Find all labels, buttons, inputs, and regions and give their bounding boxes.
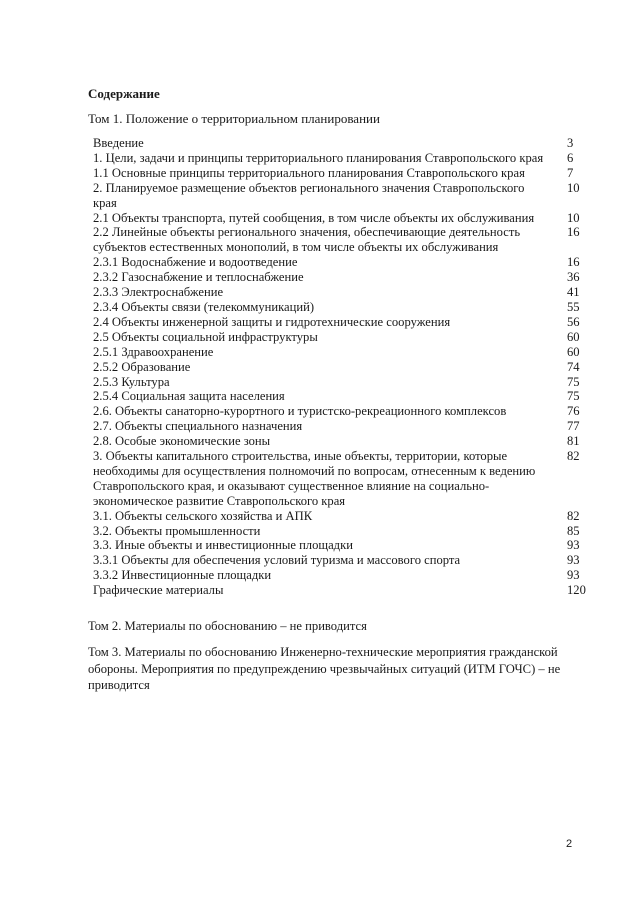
toc-entry-page: 76 bbox=[567, 404, 580, 419]
toc-entry-title: 3.3.1 Объекты для обеспечения условий туризма и массового спорта bbox=[93, 553, 461, 568]
toc-entry-title: 2.5.4 Социальная защита населения bbox=[93, 389, 285, 404]
toc-entry-page: 75 bbox=[567, 389, 580, 404]
toc-row bbox=[93, 330, 593, 345]
toc-row bbox=[93, 404, 593, 419]
toc-entry-title: Графические материалы bbox=[93, 583, 224, 598]
toc-entry-page: 60 bbox=[567, 344, 580, 359]
toc-row bbox=[93, 136, 593, 151]
toc-entry-page: 16 bbox=[567, 225, 580, 240]
toc-entry-title: 2.4 Объекты инженерной защиты и гидротехнические сооружения bbox=[93, 314, 451, 329]
toc-entry-title: 2.5.3 Культура bbox=[93, 374, 170, 389]
toc-entry-page: 56 bbox=[567, 314, 580, 329]
toc-entry-title: 2.3.2 Газоснабжение и теплоснабжение bbox=[93, 270, 304, 285]
toc-entry-page: 120 bbox=[567, 583, 586, 598]
toc-entry-page: 93 bbox=[567, 538, 580, 553]
toc-row bbox=[93, 568, 593, 583]
toc-entry-title: 3.3.2 Инвестиционные площадки bbox=[93, 568, 272, 583]
toc-entry-title: 2.5 Объекты социальной инфраструктуры bbox=[93, 329, 318, 344]
toc-entry-title: 3. Объекты капитального строительства, иные объекты, территории, которые необходимы для осуществления полномочий по вопросам, отнесенным к ведению Ставропольского края, и оказывают существенное влияние на социально-экономическое развитие Ставропольского края bbox=[93, 449, 536, 508]
toc-entry-page: 85 bbox=[567, 523, 580, 538]
toc-entry-title: 3.2. Объекты промышленности bbox=[93, 523, 261, 538]
toc-row bbox=[93, 449, 593, 509]
toc-row bbox=[93, 583, 593, 598]
toc-entry-title: Введение bbox=[93, 136, 144, 150]
toc-row bbox=[93, 419, 593, 434]
toc-row bbox=[93, 166, 593, 181]
toc-entry-page: 3 bbox=[567, 136, 574, 150]
toc-entry-page: 77 bbox=[567, 419, 580, 434]
toc-entry-page: 10 bbox=[567, 210, 580, 225]
toc-entry-title: 2.1 Объекты транспорта, путей сообщения, в том числе объекты их обслуживания bbox=[93, 210, 535, 225]
toc-row bbox=[93, 285, 593, 300]
toc-row bbox=[93, 553, 593, 568]
toc-entry-title: 2.8. Особые экономические зоны bbox=[93, 434, 271, 449]
toc-entry-title: 1. Цели, задачи и принципы территориального планирования Ставропольского края bbox=[93, 150, 544, 165]
table-of-contents bbox=[93, 136, 593, 598]
volume1-title: Том 1. Положение о территориальном планировании bbox=[88, 111, 380, 126]
toc-row bbox=[93, 375, 593, 390]
toc-entry-title: 2.5.1 Здравоохранение bbox=[93, 344, 214, 359]
page-number: 2 bbox=[566, 838, 573, 850]
toc-entry-page: 82 bbox=[567, 449, 580, 464]
toc-row bbox=[93, 225, 593, 255]
toc-row bbox=[93, 300, 593, 315]
toc-entry-title: 2.3.3 Электроснабжение bbox=[93, 285, 224, 300]
toc-entry-page: 41 bbox=[567, 285, 580, 300]
toc-entry-page: 93 bbox=[567, 553, 580, 568]
toc-entry-page: 75 bbox=[567, 374, 580, 389]
toc-row bbox=[93, 181, 593, 211]
toc-row bbox=[93, 538, 593, 553]
toc-row bbox=[93, 509, 593, 524]
toc-row bbox=[93, 434, 593, 449]
toc-row bbox=[93, 345, 593, 360]
toc-entry-page: 36 bbox=[567, 270, 580, 285]
toc-entry-page: 6 bbox=[567, 150, 574, 165]
toc-entry-page: 82 bbox=[567, 508, 580, 523]
toc-entry-page: 93 bbox=[567, 568, 580, 583]
toc-row bbox=[93, 389, 593, 404]
toc-entry-title: 2.5.2 Образование bbox=[93, 359, 191, 374]
toc-row bbox=[93, 211, 593, 226]
toc-heading: Содержание bbox=[88, 86, 160, 101]
toc-entry-page: 74 bbox=[567, 359, 580, 374]
toc-entry-title: 2.3.4 Объекты связи (телекоммуникаций) bbox=[93, 299, 315, 314]
toc-row bbox=[93, 255, 593, 270]
toc-entry-page: 60 bbox=[567, 329, 580, 344]
toc-entry-title: 2.3.1 Водоснабжение и водоотведение bbox=[93, 255, 298, 270]
toc-entry-title: 2.6. Объекты санаторно-курортного и туристско-рекреационного комплексов bbox=[93, 404, 507, 419]
toc-entry-title: 2. Планируемое размещение объектов регионального значения Ставропольского края bbox=[93, 180, 525, 210]
toc-row bbox=[93, 315, 593, 330]
toc-row bbox=[93, 151, 593, 166]
toc-row bbox=[93, 360, 593, 375]
toc-entry-page: 55 bbox=[567, 299, 580, 314]
volume2-note: Том 2. Материалы по обоснованию – не приводится bbox=[88, 619, 367, 633]
toc-entry-page: 16 bbox=[567, 255, 580, 270]
toc-entry-title: 3.1. Объекты сельского хозяйства и АПК bbox=[93, 508, 313, 523]
toc-row bbox=[93, 270, 593, 285]
toc-entry-title: 1.1 Основные принципы территориального планирования Ставропольского края bbox=[93, 165, 525, 180]
toc-entry-page: 81 bbox=[567, 434, 580, 449]
toc-entry-page: 7 bbox=[567, 165, 574, 180]
toc-entry-page: 10 bbox=[567, 180, 580, 195]
toc-entry-title: 2.7. Объекты специального назначения bbox=[93, 419, 303, 434]
toc-row bbox=[93, 524, 593, 539]
volume3-note: Том 3. Материалы по обоснованию Инженерно-технические мероприятия гражданской обороны. Мероприятия по предупреждению чрезвычайных ситуаций (ИТМ ГОЧС) – не приводится bbox=[88, 645, 561, 692]
toc-entry-title: 3.3. Иные объекты и инвестиционные площадки bbox=[93, 538, 353, 553]
toc-entry-title: 2.2 Линейные объекты регионального значения, обеспечивающие деятельность субъектов естественных монополий, в том числе объекты их обслуживания bbox=[93, 225, 521, 255]
